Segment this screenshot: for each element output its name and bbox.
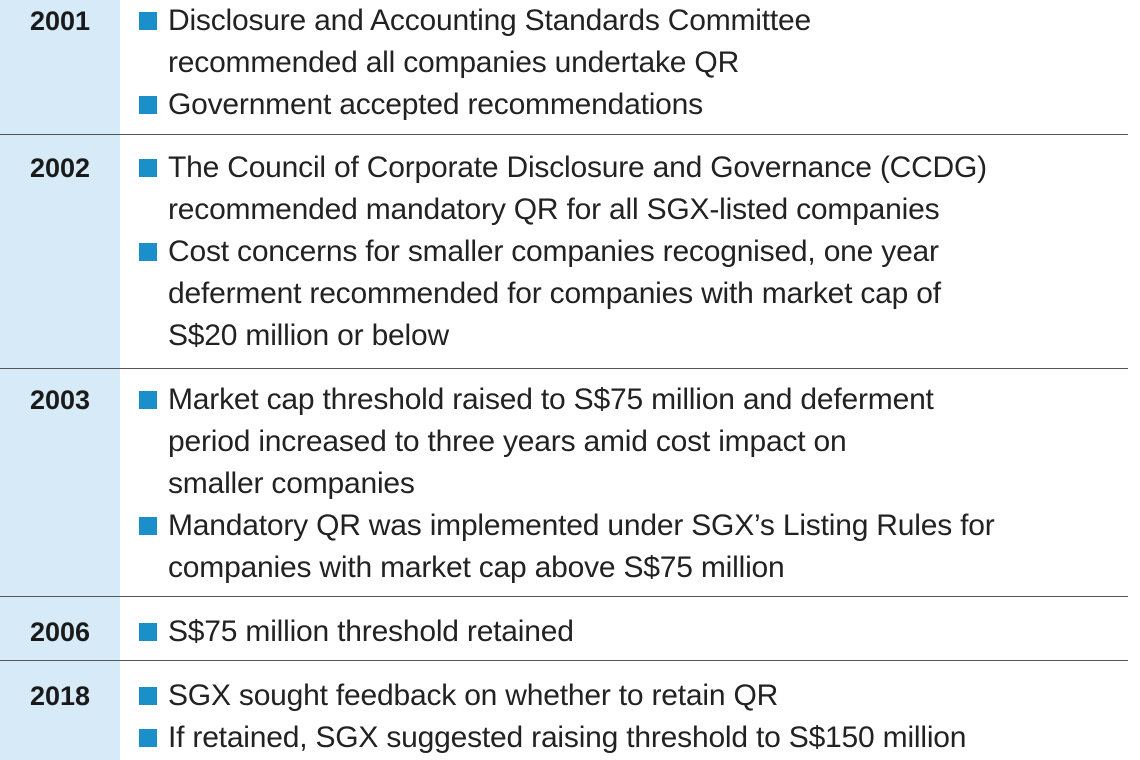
bullet-line: The Council of Corporate Disclosure and Governance (CCDG) <box>168 151 987 184</box>
row-divider <box>0 134 1128 135</box>
bullet-line: deferment recommended for companies with market cap of <box>168 277 941 310</box>
bullet-line: Government accepted recommendations <box>168 88 703 121</box>
bullet-line: recommended all companies undertake QR <box>168 46 740 79</box>
bullet-list <box>136 379 1126 589</box>
square-bullet-icon <box>139 623 157 641</box>
year-label: 2003 <box>29 385 91 415</box>
square-bullet-icon <box>139 96 157 114</box>
bullet-line: period increased to three years amid cost impact on <box>168 425 847 458</box>
bullet-line: Mandatory QR was implemented under SGX’s Listing Rules for <box>168 509 995 542</box>
bullet-line: companies with market cap above S$75 million <box>168 551 785 584</box>
bullet-item <box>136 717 1126 759</box>
square-bullet-icon <box>139 12 157 30</box>
bullet-line: If retained, SGX suggested raising threshold to S$150 million <box>168 721 967 754</box>
square-bullet-icon <box>139 243 157 261</box>
year-label: 2001 <box>29 6 91 36</box>
bullet-list <box>136 0 1126 126</box>
bullet-item <box>136 379 1126 505</box>
bullet-line: smaller companies <box>168 467 415 500</box>
bullet-line: S$75 million threshold retained <box>168 615 574 648</box>
year-label: 2002 <box>29 153 91 183</box>
bullet-line: recommended mandatory QR for all SGX-listed companies <box>168 193 940 226</box>
square-bullet-icon <box>139 159 157 177</box>
bullet-list <box>136 675 1126 759</box>
row-divider <box>0 596 1128 597</box>
bullet-list <box>136 611 1126 653</box>
bullet-line: Cost concerns for smaller companies recognised, one year <box>168 235 939 268</box>
bullet-line: Disclosure and Accounting Standards Committee <box>168 4 812 37</box>
bullet-item <box>136 611 1126 653</box>
square-bullet-icon <box>139 687 157 705</box>
year-label: 2018 <box>29 681 91 711</box>
bullet-item <box>136 84 1126 126</box>
year-label: 2006 <box>29 617 91 647</box>
square-bullet-icon <box>139 729 157 747</box>
square-bullet-icon <box>139 517 157 535</box>
bullet-item <box>136 231 1126 357</box>
square-bullet-icon <box>139 391 157 409</box>
bullet-list <box>136 147 1126 357</box>
row-divider <box>0 368 1128 369</box>
bullet-item <box>136 505 1126 589</box>
bullet-item <box>136 675 1126 717</box>
bullet-line: SGX sought feedback on whether to retain QR <box>168 679 779 712</box>
bullet-line: S$20 million or below <box>168 319 449 352</box>
bullet-line: Market cap threshold raised to S$75 million and deferment <box>168 383 934 416</box>
row-divider <box>0 660 1128 661</box>
bullet-item <box>136 0 1126 84</box>
bullet-item <box>136 147 1126 231</box>
